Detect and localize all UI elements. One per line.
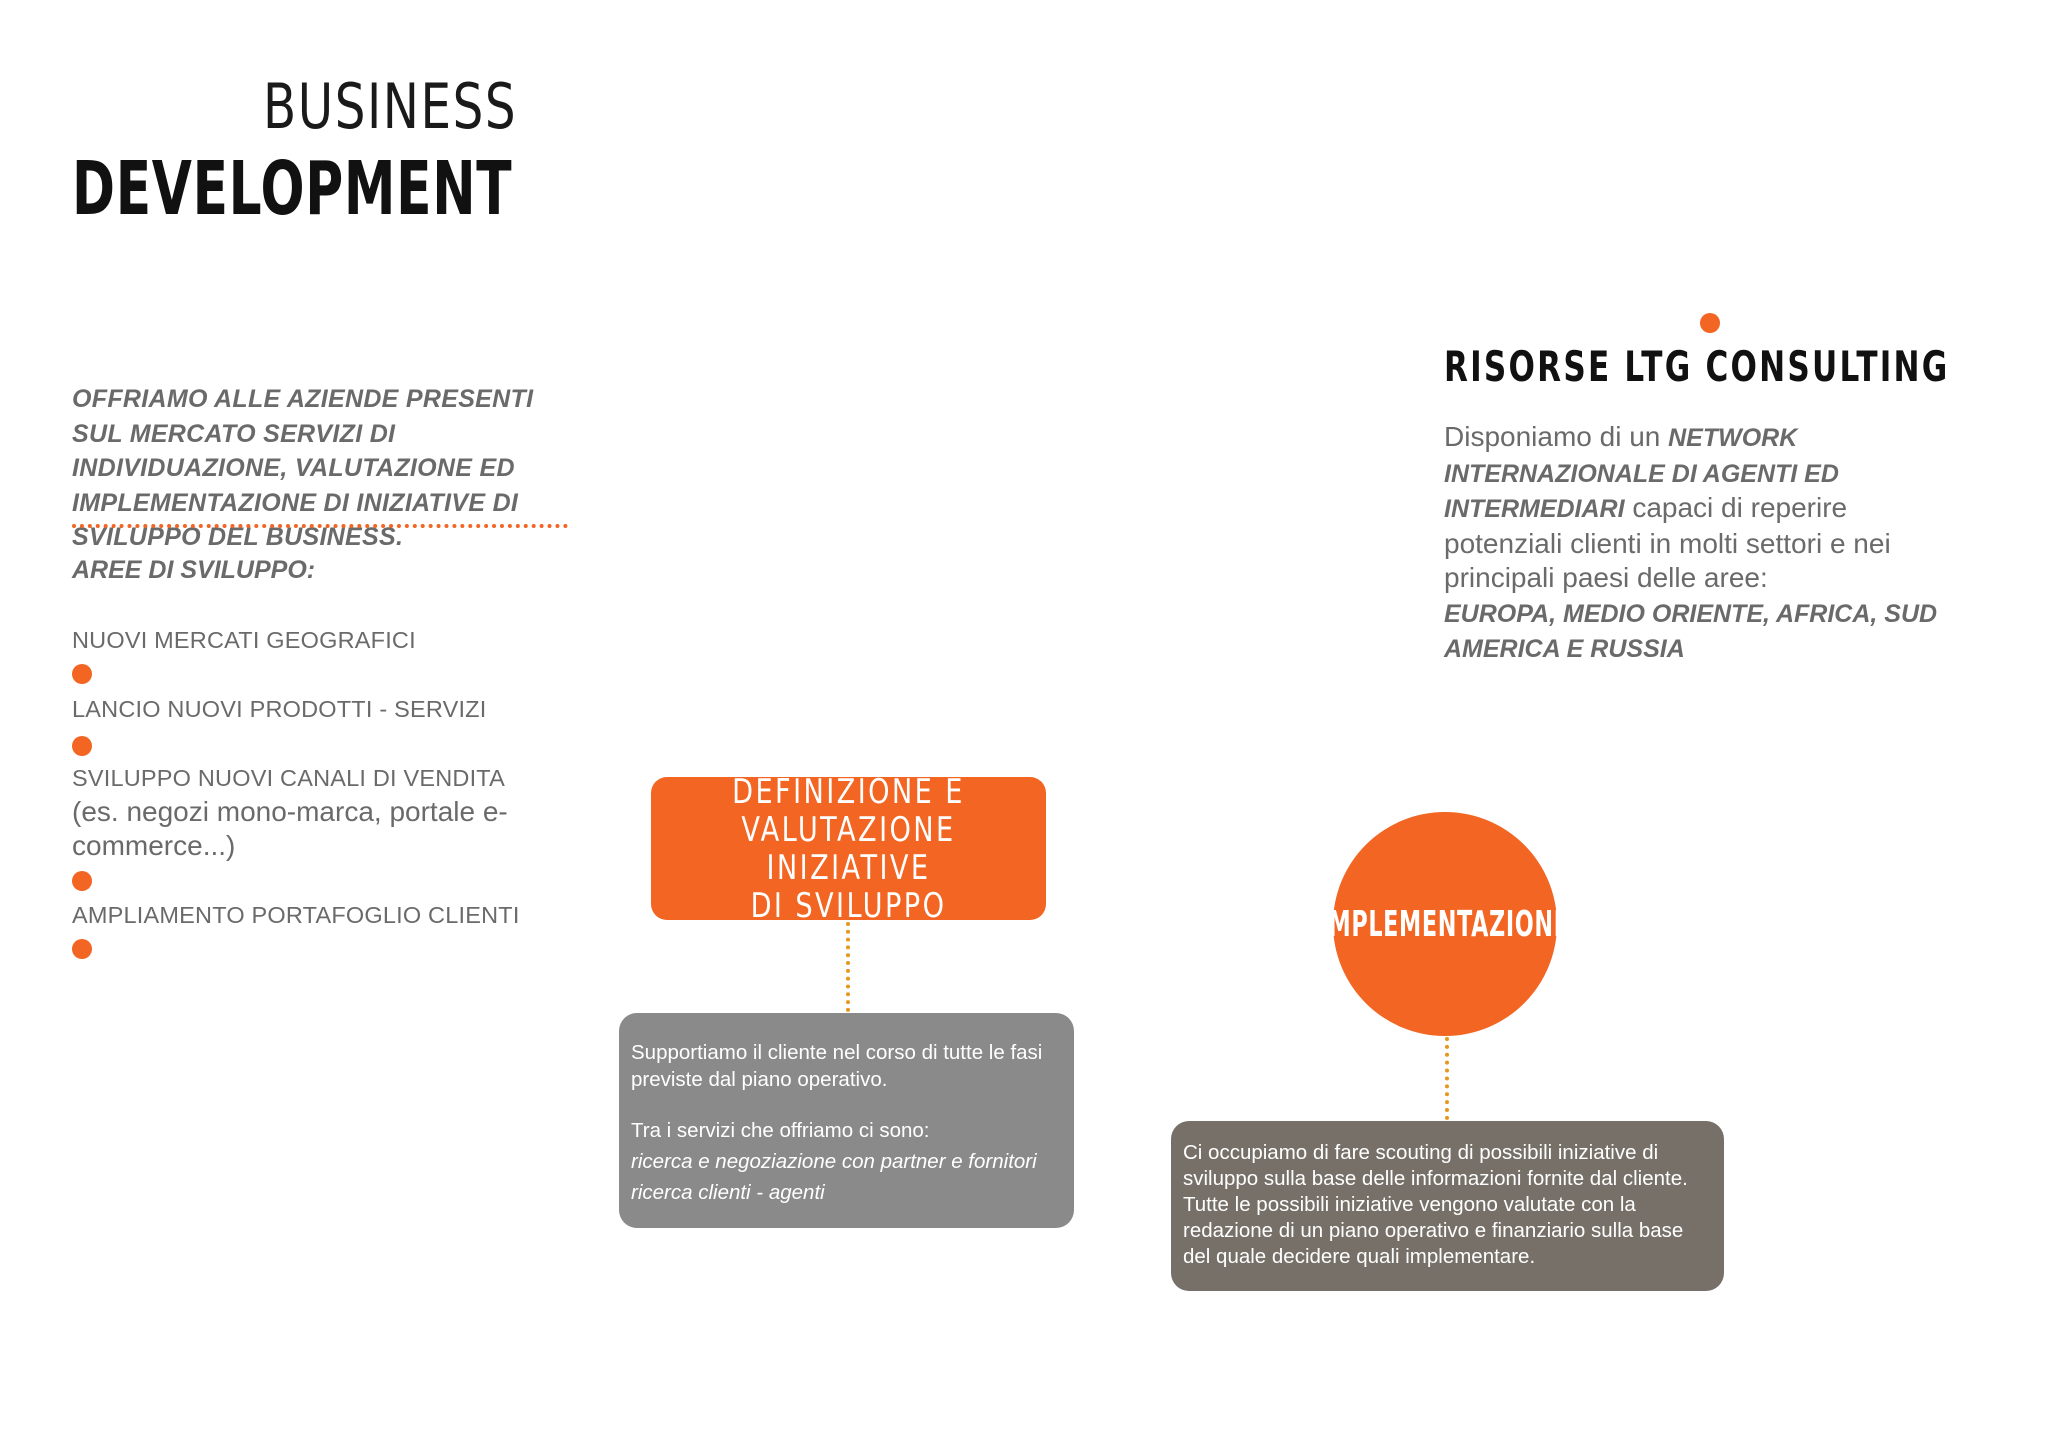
implementation-circle xyxy=(1320,812,1570,1036)
definition-desc-para-2: Tra i servizi che offriamo ci sono: xyxy=(631,1119,930,1142)
definition-description-box xyxy=(619,1013,1074,1228)
bullet-dot xyxy=(72,939,92,959)
definition-box-label: DEFINIZIONE E VALUTAZIONE INIZIATIVE DI SVILUPPO xyxy=(732,771,965,926)
resources-title: RISORSE LTG CONSULTING xyxy=(1444,342,1950,391)
implementation-label: IMPLEMENTAZIONE xyxy=(1320,903,1570,945)
resources-regions: EUROPA, MEDIO ORIENTE, AFRICA, SUD AMERICA E RUSSIA xyxy=(1444,599,1938,663)
accent-dot xyxy=(1700,313,1720,333)
definition-box xyxy=(651,771,1046,926)
area-item-geographic-markets: NUOVI MERCATI GEOGRAFICI xyxy=(72,627,416,653)
intro-statement: OFFRIAMO ALLE AZIENDE PRESENTI SUL MERCATO SERVIZI DI INDIVIDUAZIONE, VALUTAZIONE ED IMPLEMENTAZIONE DI INIZIATIVE DI SVILUPPO DEL BUSINESS. xyxy=(72,385,534,551)
areas-heading: AREE DI SVILUPPO: xyxy=(72,556,316,584)
page-title-line-2: DEVELOPMENT xyxy=(72,146,513,232)
bullet-dot xyxy=(72,664,92,684)
area-item-sales-channels-note: (es. negozi mono-marca, portale e-commerce...) xyxy=(72,796,508,861)
resources-text-3: capaci di reperire potenziali clienti in molti settori e nei principali paesi delle aree: xyxy=(1444,492,1891,593)
implementation-description-box: Ci occupiamo di fare scouting di possibili iniziative di sviluppo sulla base delle informazioni fornite dal cliente. Tutte le possibili iniziative vengono valutate con la redazione di un piano operativo e finanziario sulla base del quale decidere quali implementare. xyxy=(1171,1121,1724,1291)
dotted-connector xyxy=(846,922,850,1012)
definition-desc-para-1: Supportiamo il cliente nel corso di tutte le fasi previste dal piano operativo. xyxy=(631,1041,1043,1091)
area-item-sales-channels: SVILUPPO NUOVI CANALI DI VENDITA xyxy=(72,765,505,791)
definition-service-2: ricerca clienti - agenti xyxy=(631,1181,825,1204)
resources-network-highlight: NETWORK INTERNAZIONALE DI AGENTI ED INTERMEDIARI xyxy=(1444,424,1839,523)
bullet-dot xyxy=(72,871,92,891)
resources-text xyxy=(1444,420,1949,667)
definition-service-1: ricerca e negoziazione con partner e fornitori xyxy=(631,1150,1037,1173)
page-title-line-1: BUSINESS xyxy=(263,70,518,143)
bullet-dot xyxy=(72,736,92,756)
area-item-product-launch: LANCIO NUOVI PRODOTTI - SERVIZI xyxy=(72,696,487,722)
resources-text-1: Disponiamo di un xyxy=(1444,421,1669,452)
area-item-client-portfolio: AMPLIAMENTO PORTAFOGLIO CLIENTI xyxy=(72,902,520,928)
dotted-divider xyxy=(72,524,568,528)
dotted-connector xyxy=(1445,1037,1449,1120)
